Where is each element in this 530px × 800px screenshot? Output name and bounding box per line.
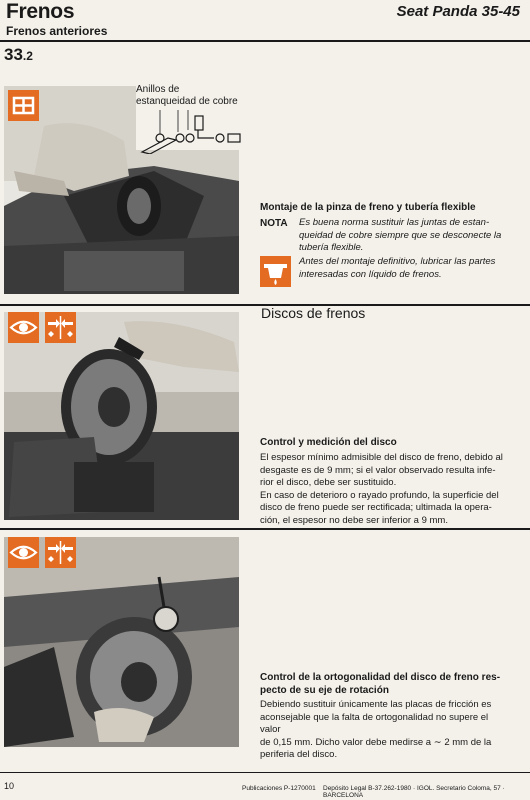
procedure-badge bbox=[8, 90, 39, 121]
oil-can-icon bbox=[260, 256, 291, 287]
eye-icon bbox=[8, 312, 39, 343]
runout-heading: Control de la ortogonalidad del disco de freno res- pecto de su eje de rotación bbox=[260, 672, 501, 696]
publication-ref: Publicaciones P-1270001 bbox=[242, 785, 316, 792]
copper-rings-diagram bbox=[138, 108, 248, 154]
eye-icon bbox=[8, 537, 39, 568]
runout-text: Debiendo sustituir únicamente las placas de fricción es aconsejable que la falta de ortogonalidad no supere el valor de 0,15 mm. Dicho valor debe medirse a ∼ 2 mm de la periferia del disco. bbox=[260, 699, 492, 760]
grid-icon bbox=[8, 90, 39, 121]
measure-arrows-icon bbox=[45, 537, 76, 568]
header-rule bbox=[0, 40, 530, 42]
inspect-badge bbox=[8, 312, 39, 343]
page-number: 10 bbox=[4, 781, 15, 791]
page-title: Frenos bbox=[6, 0, 75, 23]
inspect-badge-2 bbox=[8, 537, 39, 568]
lubricate-text: Antes del montaje definitivo, lubricar las partes interesadas con líquido de frenos. bbox=[299, 256, 496, 280]
callout-label: Anillos de estanqueidad de cobre bbox=[136, 84, 238, 107]
disc-text: El espesor mínimo admisible del disco de freno, debido al desgaste es de 9 mm; si el valor observado resulta infe- rior el disco, debe ser sustituido. En caso de deterioro o rayado profundo, la superficie del disco de freno puede ser rectificada; ultimada la opera- ción, el espesor no debe ser inferior a 9 mm. bbox=[260, 452, 503, 526]
footer-rule bbox=[0, 772, 530, 773]
nota-text: Es buena norma sustituir las juntas de estan- queidad de cobre siempre que se desconecte la tubería flexible. bbox=[299, 217, 502, 253]
measure-badge bbox=[45, 312, 76, 343]
page-subtitle: Frenos anteriores bbox=[6, 24, 108, 38]
panel-divider-2 bbox=[0, 528, 530, 530]
measure-arrows-icon bbox=[45, 312, 76, 343]
disc-measure-photo bbox=[4, 312, 239, 520]
disc-heading: Control y medición del disco bbox=[260, 437, 397, 448]
section-number: 33.2 bbox=[4, 45, 33, 64]
lubricate-badge bbox=[260, 256, 291, 287]
runout-photo bbox=[4, 537, 239, 747]
legal-deposit: Depósito Legal B-37.262-1980 · IGOL. Secretario Coloma, 57 · BARCELONA bbox=[323, 785, 505, 799]
discs-title: Discos de frenos bbox=[261, 305, 366, 321]
caliper-heading: Montaje de la pinza de freno y tubería flexible bbox=[260, 202, 476, 213]
nota-label: NOTA bbox=[260, 218, 288, 229]
vehicle-model: Seat Panda 35-45 bbox=[396, 3, 520, 20]
measure-badge-2 bbox=[45, 537, 76, 568]
